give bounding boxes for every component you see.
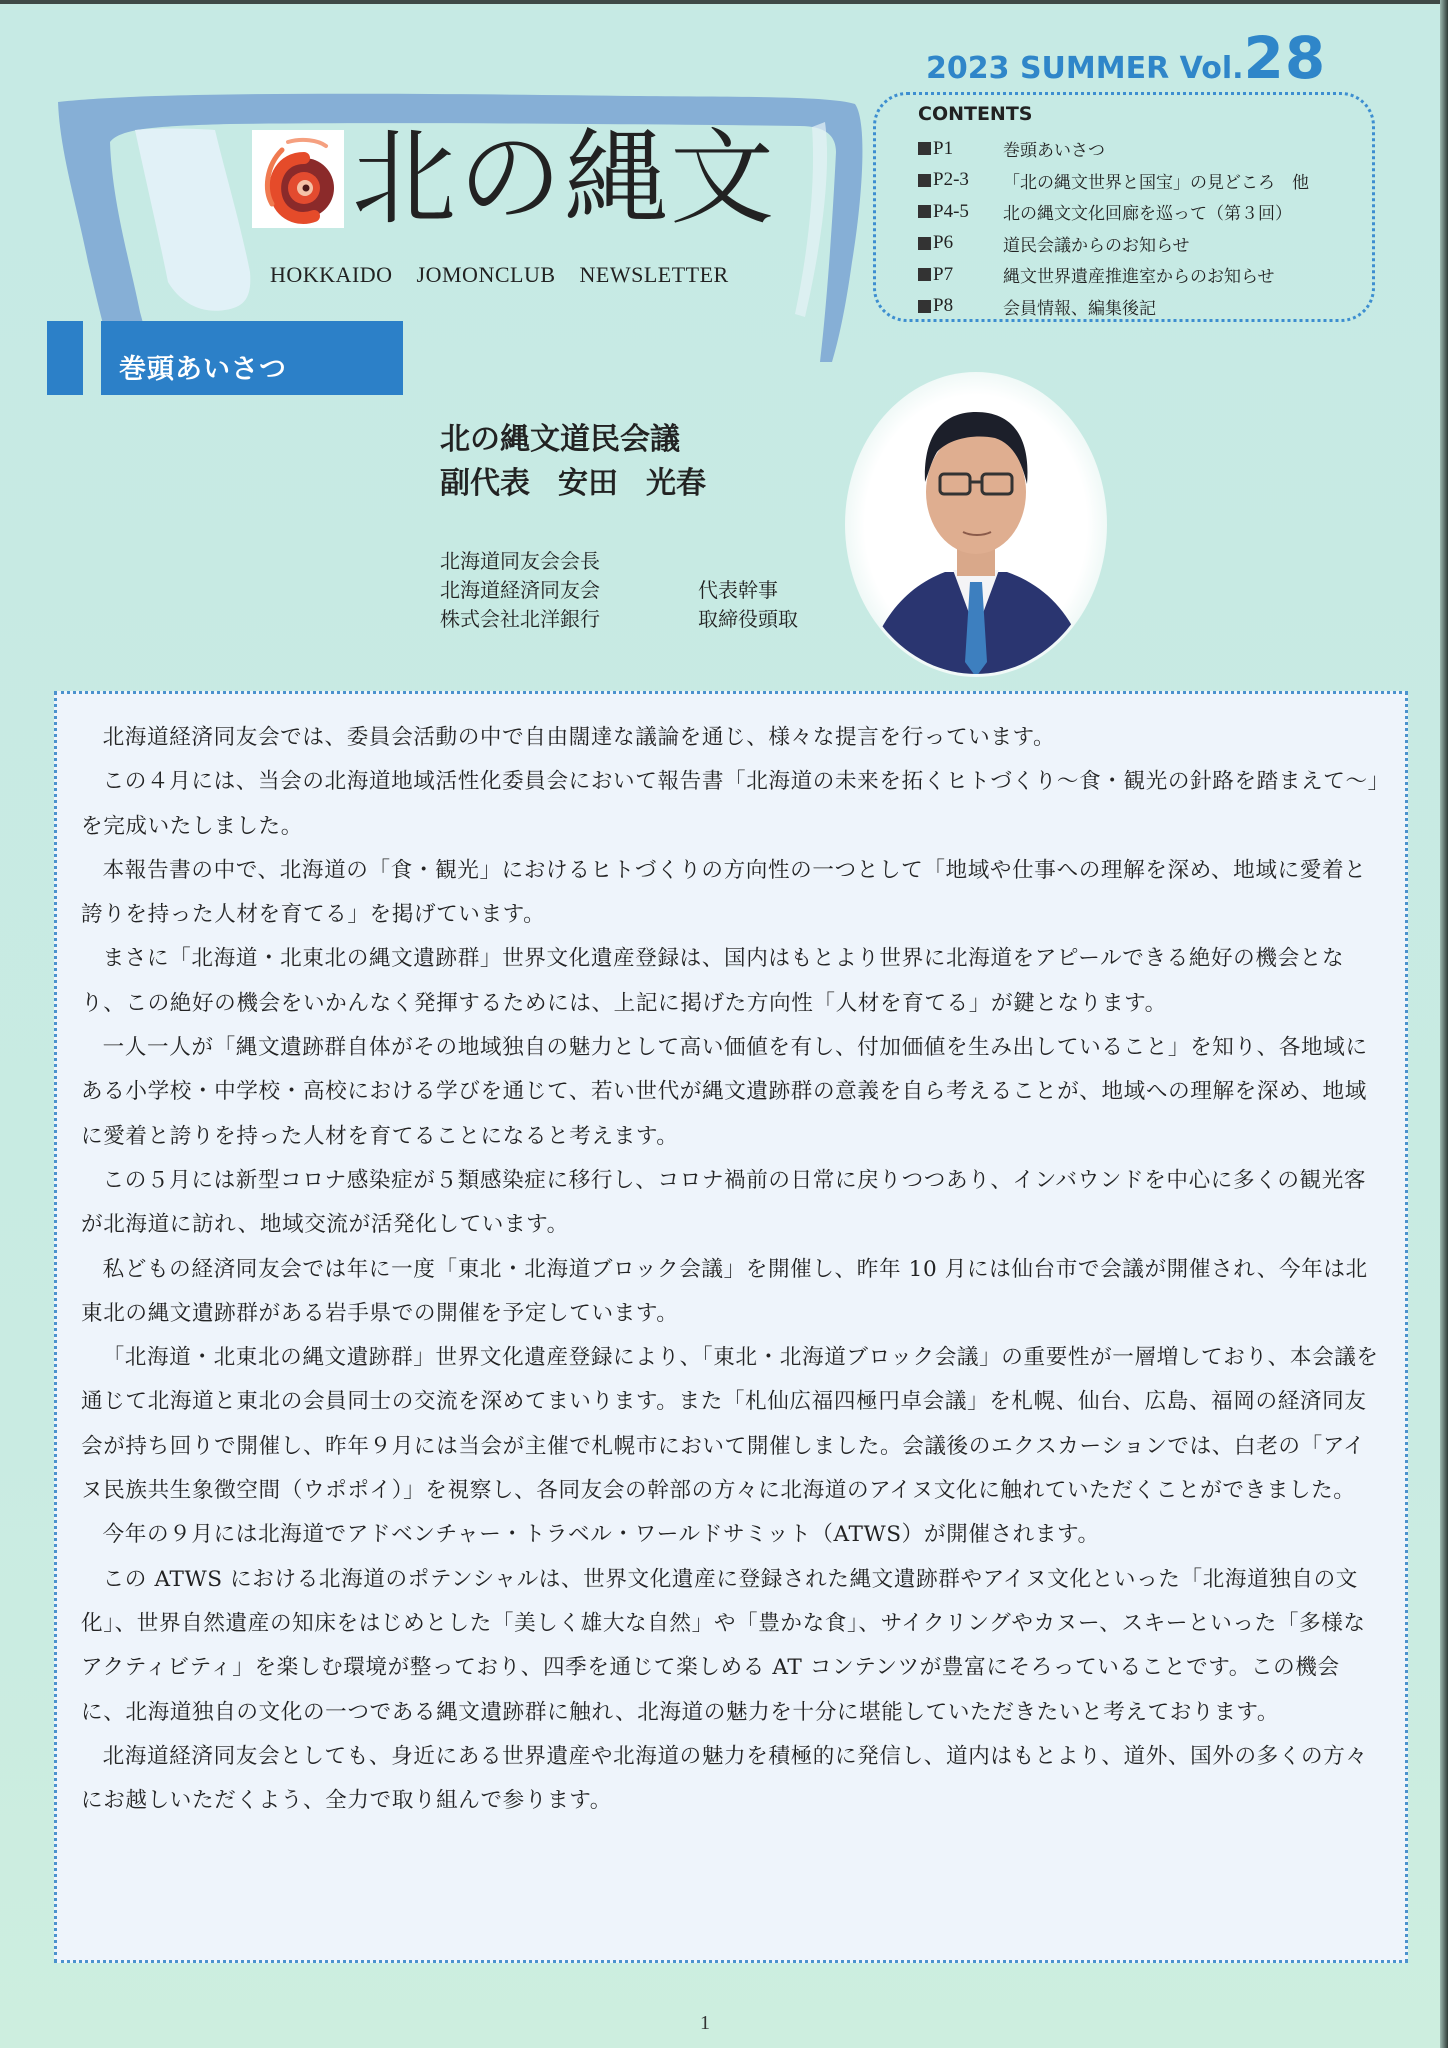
contents-title: 北の縄文文化回廊を巡って（第３回） [1003, 204, 1292, 225]
article-paragraph: 私どもの経済同友会では年に一度「東北・北海道ブロック会議」を開催し、昨年 10 月には仙台市で会議が開催され、今年は北東北の縄文遺跡群がある岩手県での開催を予定しています。 [81, 1256, 1368, 1326]
article-paragraph: この４月には、当会の北海道地域活性化委員会において報告書「北海道の未来を拓くヒトづくり～食・観光の針路を踏まえて～」を完成いたしました。 [81, 769, 1380, 839]
contents-page: P7 [933, 263, 954, 285]
page-number: 1 [700, 2012, 710, 2034]
section-accent-bar [47, 321, 83, 395]
square-bullet-icon [918, 142, 931, 155]
author-role: 北海道同友会会長 [440, 549, 600, 573]
issue-season-label: 2023 SUMMER Vol. [926, 51, 1244, 86]
article-paragraph: この ATWS における北海道のポテンシャルは、世界文化遺産に登録された縄文遺跡群やアイヌ文化といった「北海道独自の文化」、世界自然遺産の知床をはじめとした「美しく雄大な自然」や「豊かな食」、サイクリングやカヌー、スキーといった「多様なアクティビティ」を楽しむ環境が整っており、四季を通じて楽しめる AT コンテンツが豊富にそろっていることです。この機会に、北海道独自の文化の一つである縄文遺跡群に触れ、北海道の魅力を十分に堪能していただきたいと考えております。 [81, 1566, 1366, 1725]
article-paragraph: 北海道経済同友会では、委員会活動の中で自由闊達な議論を通じ、様々な提言を行っています。 [102, 725, 1056, 750]
contents-item[interactable] [918, 228, 1309, 260]
contents-item[interactable] [918, 259, 1309, 291]
section-title: 巻頭あいさつ [101, 321, 403, 395]
contents-page: P2-3 [933, 169, 969, 191]
newsletter-subtitle: HOKKAIDO JOMONCLUB NEWSLETTER [270, 262, 729, 287]
author-portrait-photo [845, 372, 1107, 677]
square-bullet-icon [918, 237, 931, 250]
contents-heading: CONTENTS [918, 103, 1033, 125]
issue-number: 28 [1243, 24, 1327, 92]
article-paragraph: 「北海道・北東北の縄文遺跡群」世界文化遺産登録により、「東北・北海道ブロック会議」の重要性が一層増しており、本会議を通じて北海道と東北の会員同士の交流を深めてまいります。また「札仙広福四極円卓会議」を札幌、仙台、広島、福岡の経済同友会が持ち回りで開催し、昨年９月には当会が主催で札幌市において開催しました。会議後のエクスカーションでは、白老の「アイヌ民族共生象徴空間（ウポポイ）」を視察し、各同友会の幹部の方々に北海道のアイヌ文化に触れていただくことができました。 [81, 1345, 1379, 1504]
contents-item[interactable] [918, 291, 1309, 323]
scan-edge-top [0, 0, 1448, 4]
contents-item[interactable] [918, 196, 1309, 228]
contents-title: 「北の縄文世界と国宝」の見どころ 他 [1003, 172, 1309, 193]
author-family-name: 安田 [558, 466, 618, 501]
article-paragraph: まさに「北海道・北東北の縄文遺跡群」世界文化遺産登録は、国内はもとより世界に北海道をアピールできる絶好の機会となり、この絶好の機会をいかんなく発揮するためには、上記に掲げた方向性「人材を育てる」が鍵となります。 [81, 946, 1345, 1016]
contents-item[interactable] [918, 133, 1309, 165]
contents-title: 縄文世界遺産推進室からのお知らせ [1003, 267, 1275, 288]
contents-page: P6 [933, 232, 954, 254]
author-position: 副代表 [440, 466, 530, 501]
author-role: 株式会社北洋銀行 取締役頭取 [440, 607, 798, 631]
article-paragraph: 北海道経済同友会としても、身近にある世界遺産や北海道の魅力を積極的に発信し、道内はもとより、道外、国外の多くの方々にお越しいただくよう、全力で取り組んで参ります。 [81, 1743, 1368, 1814]
author-organization: 北の縄文道民会議 [440, 422, 680, 457]
contents-title: 会員情報、編集後記 [1003, 298, 1156, 319]
author-name [440, 458, 734, 510]
red-spiral-logo-icon [252, 130, 344, 228]
scan-edge-right [1440, 0, 1448, 2048]
article-paragraph: 今年の９月には北海道でアドベンチャー・トラベル・ワールドサミット（ATWS）が開催されます。 [102, 1522, 1100, 1548]
newsletter-title: 北の縄文 [352, 117, 777, 239]
author-given-name: 光春 [646, 466, 706, 501]
contents-page: P4-5 [933, 200, 969, 222]
article-paragraph: 本報告書の中で、北海道の「食・観光」におけるヒトづくりの方向性の一つとして「地域や仕事への理解を深め、地域に愛着と誇りを持った人材を育てる」を掲げています。 [81, 857, 1367, 928]
contents-page: P1 [933, 137, 954, 159]
author-role: 北海道経済同友会 代表幹事 [440, 578, 778, 602]
article-paragraph: 一人一人が「縄文遺跡群自体がその地域独自の魅力として高い価値を有し、付加価値を生み出していること」を知り、各地域にある小学校・中学校・高校における学びを通じて、若い世代が縄文遺跡群の意義を自ら考えることが、地域への理解を深め、地域に愛着と誇りを持った人材を育てることになると考えます。 [81, 1035, 1368, 1149]
article-paragraph: この５月には新型コロナ感染症が５類感染症に移行し、コロナ禍前の日常に戻りつつあり、インバウンドを中心に多くの観光客が北海道に訪れ、地域交流が活発化しています。 [81, 1167, 1367, 1238]
contents-title: 道民会議からのお知らせ [1003, 235, 1190, 256]
contents-box [873, 92, 1375, 322]
author-roles [440, 547, 798, 634]
contents-item[interactable] [918, 165, 1309, 197]
article-body-box [54, 691, 1408, 1963]
square-bullet-icon [918, 205, 931, 218]
square-bullet-icon [918, 268, 931, 281]
contents-page: P8 [933, 295, 954, 317]
issue-label [926, 24, 1327, 97]
contents-title: 巻頭あいさつ [1003, 141, 1105, 162]
article-body [81, 716, 1381, 1823]
square-bullet-icon [918, 174, 931, 187]
contents-list [918, 133, 1309, 322]
square-bullet-icon [918, 300, 931, 313]
